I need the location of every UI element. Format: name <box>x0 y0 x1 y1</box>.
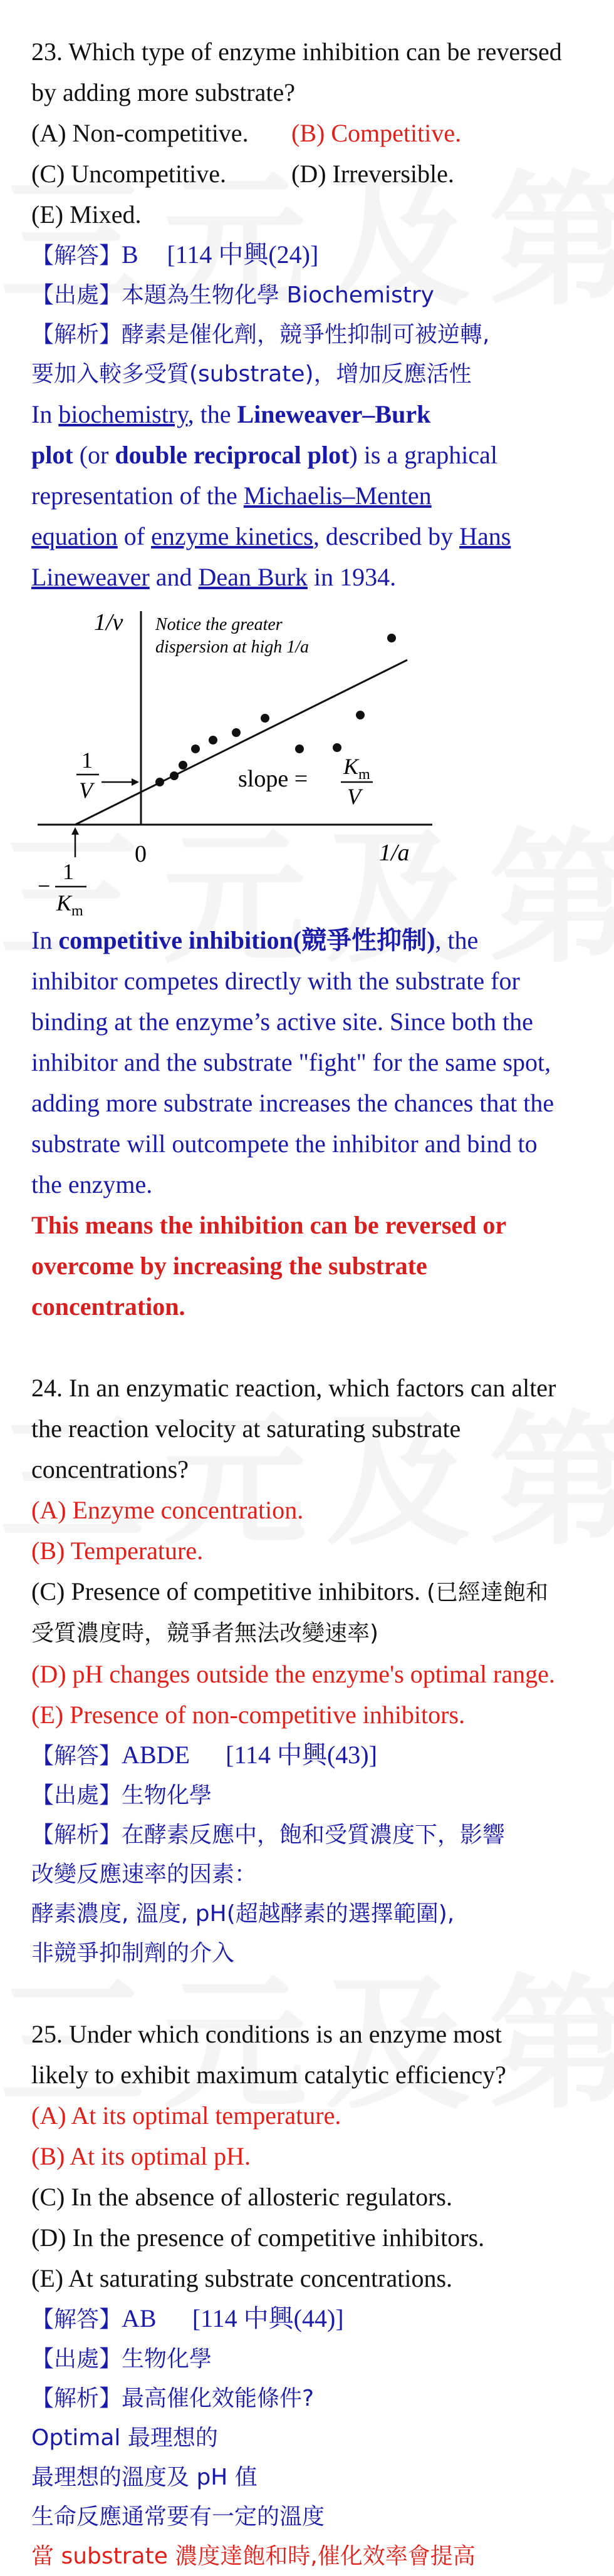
q23-option-b: (B) Competitive. <box>291 119 462 147</box>
q25-explanation-line-3: 最理想的溫度及 pH 值 <box>31 2465 258 2490</box>
q23-explanation-line-1 <box>31 315 595 354</box>
lineweaver-burk-plot <box>31 604 445 917</box>
ci-line-7: the enzyme. <box>31 1170 153 1198</box>
q24-option-d: (D) pH changes outside the enzyme's optimal range. <box>31 1660 555 1688</box>
q23-explanation-line-2: 要加入較多受質(substrate)，增加反應活性 <box>31 361 472 387</box>
x-intercept-sign: − <box>38 873 51 899</box>
data-point <box>209 736 217 744</box>
text: In <box>31 400 59 428</box>
answer-reference: [114 中興(44)] <box>192 2304 344 2332</box>
option-note: (已經達飽和 <box>426 1580 549 1605</box>
answer-reference: [114 中興(24)] <box>167 240 319 269</box>
text: In <box>31 926 59 954</box>
term-lineweaver-burk: Lineweaver–Burk <box>237 400 431 428</box>
competitive-inhibition-paragraph <box>31 920 595 1205</box>
term-competitive-inhibition: competitive inhibition(競爭性抑制) <box>58 926 435 954</box>
answer-reference: [114 中興(43)] <box>226 1741 377 1769</box>
q24-answer <box>31 1735 595 1776</box>
text: representation of the <box>31 482 244 510</box>
explanation-text: 最高催化效能條件? <box>122 2386 315 2411</box>
answer-value: B <box>122 240 138 269</box>
text: , the <box>187 400 237 428</box>
ci-line-5: adding more substrate increases the chances that the <box>31 1089 554 1117</box>
text: and <box>149 563 199 591</box>
q25-option-e: (E) At saturating substrate concentrations. <box>31 2264 453 2292</box>
q24-option-c-note: 受質濃度時，競爭者無法改變速率) <box>31 1620 379 1646</box>
q24-stem-line-1: 24. In an enzymatic reaction, which factors can alter <box>31 1374 556 1402</box>
conclusion-line-2: overcome by increasing the substrate <box>31 1252 427 1280</box>
data-point <box>295 744 304 753</box>
data-point <box>333 743 341 752</box>
explanation-text: 酵素是催化劑，競爭性抑制可被逆轉, <box>122 322 490 348</box>
figure-note-line-1: Notice the greater <box>155 615 283 634</box>
q23-options-row-2 <box>31 153 595 194</box>
q24-source <box>31 1776 595 1815</box>
explanation-text: 在酵素反應中，飽和受質濃度下，影響 <box>122 1822 506 1848</box>
source-label: 【出處】 <box>31 2346 122 2372</box>
term-double-reciprocal-plot: double reciprocal plot <box>115 441 350 469</box>
q25-answer <box>31 2299 595 2339</box>
q25-option-d: (D) In the presence of competitive inhibitors. <box>31 2223 485 2252</box>
explanation-label: 【解析】 <box>31 322 122 348</box>
q24-stem-line-2: the reaction velocity at saturating substrate <box>31 1414 461 1443</box>
data-point <box>191 744 200 753</box>
q23-option-c: (C) Uncompetitive. <box>31 160 227 188</box>
q24-option-e: (E) Presence of non-competitive inhibitors. <box>31 1701 466 1729</box>
conclusion-line-3: concentration. <box>31 1292 185 1321</box>
y-intercept-denominator: V <box>79 778 93 803</box>
text: (or <box>73 441 115 469</box>
link-michaelis-menten[interactable]: Michaelis–Menten <box>243 482 432 510</box>
answer-label: 【解答】 <box>31 243 122 269</box>
data-point <box>356 711 365 719</box>
figure-note-line-2: dispersion at high 1/a <box>155 637 310 657</box>
source-value: 生物化學 <box>122 1783 212 1808</box>
q25-option-b: (B) At its optimal pH. <box>31 2142 251 2170</box>
term-plot: plot <box>31 441 73 469</box>
q25-option-c: (C) In the absence of allosteric regulators. <box>31 2183 452 2211</box>
data-point <box>179 761 187 770</box>
q24-explanation-line-4: 非競爭抑制劑的介入 <box>31 1940 235 1966</box>
q25-explanation-line-5: 當 substrate 濃度達飽和時,催化效率會提高 <box>31 2543 476 2569</box>
slope-numerator: $K_m$ <box>343 754 370 783</box>
q24-stem-line-3: concentrations? <box>31 1455 189 1483</box>
x-intercept-arrowhead <box>71 827 79 835</box>
q25-option-a: (A) At its optimal temperature. <box>31 2101 341 2130</box>
x-intercept-numerator: 1 <box>63 859 74 884</box>
answer-value: AB <box>122 2304 157 2332</box>
q24-explanation-line-1 <box>31 1815 595 1855</box>
link-dean-burk[interactable]: Dean Burk <box>198 563 308 591</box>
q23-option-a: (A) Non-competitive. <box>31 119 249 147</box>
question-25 <box>31 2014 595 2576</box>
text: , the <box>435 926 479 954</box>
q23-answer <box>31 235 595 276</box>
link-enzyme-kinetics[interactable]: enzyme kinetics <box>151 522 313 550</box>
q23-stem-line-1: 23. Which type of enzyme inhibition can be reversed <box>31 38 562 66</box>
ci-line-2: inhibitor competes directly with the substrate for <box>31 967 520 995</box>
explanation-label: 【解析】 <box>31 1822 122 1848</box>
q25-stem-line-1: 25. Under which conditions is an enzyme most <box>31 2020 502 2048</box>
data-point <box>155 778 164 786</box>
data-point <box>387 634 396 642</box>
source-value: 本題為生物化學 Biochemistry <box>122 282 434 308</box>
slope-label: slope = <box>238 766 308 792</box>
q23-option-e: (E) Mixed. <box>31 200 142 229</box>
ci-line-4: inhibitor and the substrate "fight" for the same spot, <box>31 1048 551 1076</box>
q23-options-row-1 <box>31 113 595 153</box>
data-point <box>170 771 179 780</box>
option-text: (C) Presence of competitive inhibitors. <box>31 1577 420 1605</box>
data-point <box>261 714 269 723</box>
x-intercept-denominator: $K_m$ <box>56 890 83 917</box>
ci-line-3: binding at the enzyme’s active site. Since both the <box>31 1007 533 1036</box>
x-axis-label: 1/a <box>379 840 410 866</box>
q25-source <box>31 2339 595 2379</box>
link-biochemistry[interactable]: biochemistry <box>58 400 188 428</box>
text: of <box>117 522 152 550</box>
link-lineweaver[interactable]: Lineweaver <box>31 563 150 591</box>
slope-denominator: V <box>347 784 361 809</box>
q23-source <box>31 276 595 315</box>
y-axis-label: 1/v <box>94 609 123 636</box>
q23-stem-line-2: by adding more substrate? <box>31 78 295 106</box>
q24-option-c <box>31 1571 595 1613</box>
text: , described by <box>313 522 460 550</box>
lineweaver-burk-paragraph <box>31 394 595 597</box>
q24-explanation-line-2: 改變反應速率的因素： <box>31 1862 258 1887</box>
q24-explanation-line-3: 酵素濃度, 溫度, pH(超越酵素的選擇範圍), <box>31 1901 455 1927</box>
link-hans[interactable]: Hans <box>459 522 511 550</box>
answer-value: ABDE <box>122 1741 190 1769</box>
answer-label: 【解答】 <box>31 2307 122 2332</box>
explanation-label: 【解析】 <box>31 2386 122 2411</box>
conclusion-line-1: This means the inhibition can be reversed or <box>31 1211 507 1239</box>
ci-line-6: substrate will outcompete the inhibitor and bind to <box>31 1130 538 1158</box>
lineweaver-burk-figure <box>31 604 595 920</box>
source-label: 【出處】 <box>31 1783 122 1808</box>
q24-option-b: (B) Temperature. <box>31 1537 204 1565</box>
link-equation[interactable]: equation <box>31 522 118 550</box>
data-point <box>232 728 241 737</box>
q25-explanation-line-2: Optimal 最理想的 <box>31 2425 218 2451</box>
q23-option-d: (D) Irreversible. <box>291 160 454 188</box>
y-intercept-arrowhead <box>132 778 139 786</box>
text: in 1934. <box>307 563 397 591</box>
q24-option-a: (A) Enzyme concentration. <box>31 1496 304 1524</box>
source-value: 生物化學 <box>122 2346 212 2372</box>
origin-label: 0 <box>135 841 147 867</box>
question-23 <box>31 31 595 1327</box>
q25-stem-line-2: likely to exhibit maximum catalytic efficiency? <box>31 2061 506 2089</box>
question-24 <box>31 1368 595 1973</box>
answer-label: 【解答】 <box>31 1743 122 1769</box>
text: ) is a graphical <box>349 441 497 469</box>
q25-explanation-line-4: 生命反應通常要有一定的溫度 <box>31 2504 325 2530</box>
y-intercept-numerator: 1 <box>81 748 93 773</box>
q25-explanation-line-1 <box>31 2379 595 2418</box>
source-label: 【出處】 <box>31 282 122 308</box>
